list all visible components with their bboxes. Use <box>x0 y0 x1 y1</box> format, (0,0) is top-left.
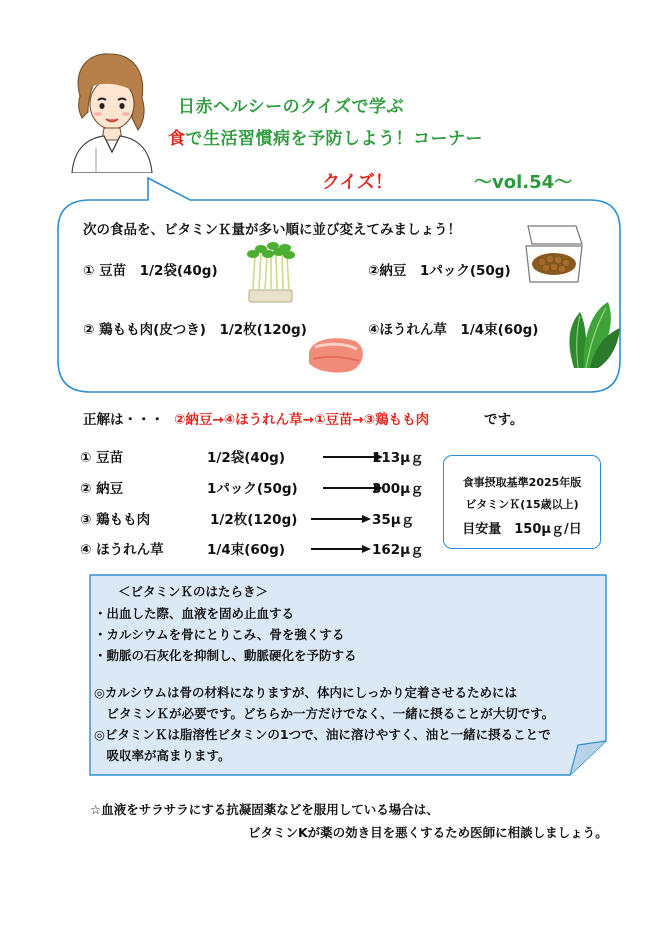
answer-row-name: ② 納豆 <box>80 481 124 497</box>
chicken-thigh-illustration <box>305 333 367 375</box>
volume-label: ～vol.54～ <box>474 172 573 193</box>
answer-label: 正解は・・・ <box>83 412 164 428</box>
info-heading: ＜ビタミンＫのはたらき＞ <box>118 584 269 599</box>
answer-row-amount: 1/2袋(40g) <box>207 450 286 466</box>
info-note: 吸収率が高まります。 <box>94 748 231 763</box>
question-item-4: ④ほうれん草 1/4束(60g) <box>368 322 539 338</box>
question-intro: 次の食品を、ビタミンＫ量が多い順に並び変えてみましょう！ <box>83 222 461 238</box>
standard-title: 食事摂取基準2025年版 <box>462 476 582 489</box>
answer-row-name: ① 豆苗 <box>80 450 124 466</box>
answer-row-value: 113μｇ <box>372 450 424 466</box>
answer-row-value: 162μｇ <box>372 542 424 558</box>
question-item-2: ②納豆 1パック(50g) <box>368 263 511 279</box>
info-note: ◎カルシウムは骨の材料になりますが、体内にしっかり定着させるためには <box>94 685 517 700</box>
answer-tail: です。 <box>484 412 524 428</box>
spinach-illustration <box>560 298 622 370</box>
title-rest: で生活習慣病を予防しよう！コーナー <box>185 129 483 149</box>
info-note: ビタミンＫが必要です。どちらか一方だけでなく、一緒に摂ることが大切です。 <box>94 706 555 721</box>
answer-sequence: ②納豆→④ほうれん草→①豆苗→③鶏もも肉 <box>174 412 430 428</box>
footer-note-2: ビタミンKが薬の効き目を悪くするため医師に相談しましょう。 <box>248 825 608 840</box>
answer-row-amount: 1/2枚(120g) <box>210 512 298 528</box>
standard-subtitle: ビタミンＫ(15歳以上) <box>465 498 579 511</box>
quiz-label: クイズ！ <box>322 172 393 193</box>
answer-row-amount: 1/4束(60g) <box>207 542 286 558</box>
info-bullet: ・出血した際、血液を固め止血する <box>94 606 295 621</box>
question-item-3: ② 鶏もも肉(皮つき) 1/2枚(120g) <box>83 322 307 338</box>
info-bullet: ・カルシウムを骨にとりこみ、骨を強くする <box>94 627 345 642</box>
title-highlight: 食 <box>168 129 186 149</box>
footer-note-1: ☆血液をサラサラにする抗凝固薬などを服用している場合は、 <box>90 802 439 817</box>
answer-row-amount: 1パック(50g) <box>207 481 298 497</box>
question-item-1: ① 豆苗 1/2袋(40g) <box>83 263 218 279</box>
pea-sprouts-illustration <box>243 240 298 305</box>
info-bullet: ・動脈の石灰化を抑制し、動脈硬化を予防する <box>94 648 357 663</box>
title-line-1: 日赤ヘルシーのクイズで学ぶ <box>178 97 405 117</box>
natto-illustration <box>522 222 586 288</box>
standard-amount: 目安量 150μｇ/日 <box>462 522 582 537</box>
answer-row-value: 300μｇ <box>372 481 424 497</box>
answer-row-name: ④ ほうれん草 <box>80 542 164 558</box>
info-note: ◎ビタミンＫは脂溶性ビタミンの1つで、油に溶けやすく、油と一緒に摂ることで <box>94 727 551 742</box>
answer-row-value: 35μｇ <box>372 512 415 528</box>
answer-row-name: ③ 鶏もも肉 <box>80 512 151 528</box>
